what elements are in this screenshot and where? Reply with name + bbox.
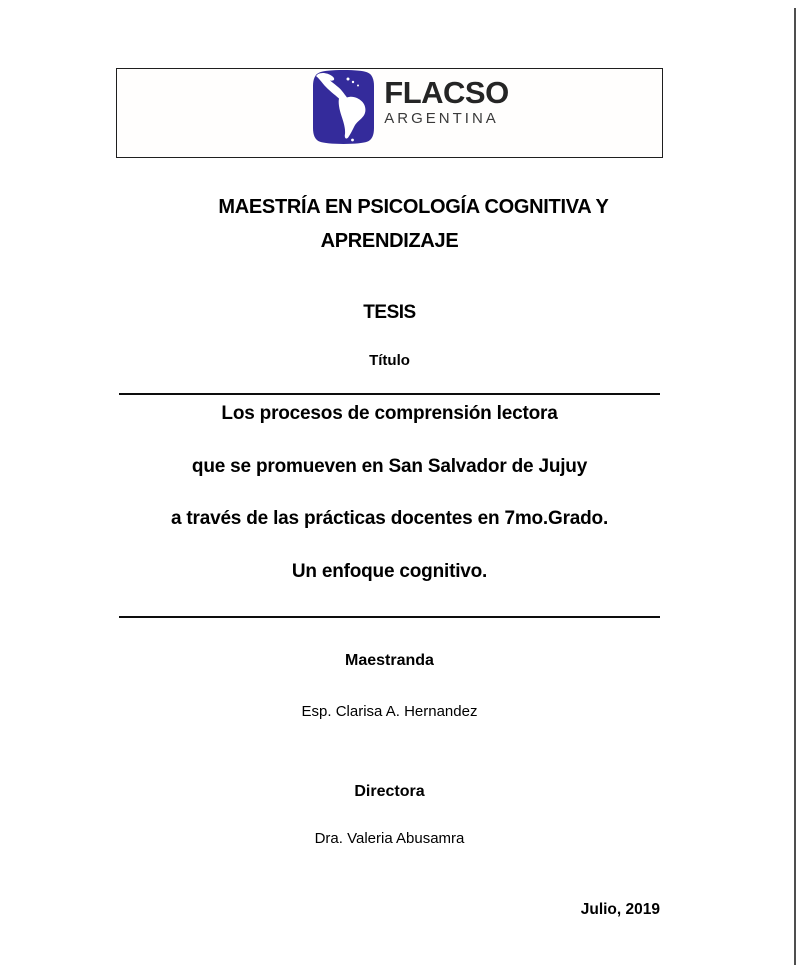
author-role-label: Maestranda bbox=[345, 652, 434, 669]
author-name: Esp. Clarisa A. Hernandez bbox=[301, 703, 478, 720]
flacso-logo bbox=[312, 69, 508, 144]
director-name: Dra. Valeria Abusamra bbox=[314, 830, 465, 847]
thesis-label: TESIS bbox=[363, 302, 416, 323]
title-line-3: a través de las prácticas docentes en 7mo.Grado. bbox=[170, 508, 609, 529]
title-label: Título bbox=[369, 352, 410, 369]
flacso-subtitle: ARGENTINA bbox=[384, 110, 499, 127]
divider-bottom bbox=[119, 616, 660, 618]
title-line-2: que se promueven en San Salvador de Jujuy bbox=[191, 455, 588, 477]
flacso-logo-box bbox=[116, 68, 663, 158]
date: Julio, 2019 bbox=[580, 901, 660, 918]
program-title bbox=[116, 190, 663, 258]
flacso-globe-icon bbox=[312, 70, 375, 144]
title-line-1: Los procesos de comprensión lectora bbox=[221, 403, 558, 424]
title-line-4: Un enfoque cognitivo. bbox=[291, 560, 488, 582]
thesis-title bbox=[116, 388, 663, 598]
director-role-label: Directora bbox=[354, 783, 425, 800]
flacso-logo-text bbox=[384, 77, 508, 127]
page-edge-line bbox=[794, 8, 796, 965]
flacso-wordmark: FLACSO bbox=[384, 75, 509, 110]
program-title-line2: APRENDIZAJE bbox=[320, 230, 459, 252]
program-title-line1: MAESTRÍA EN PSICOLOGÍA COGNITIVA Y bbox=[218, 196, 609, 218]
